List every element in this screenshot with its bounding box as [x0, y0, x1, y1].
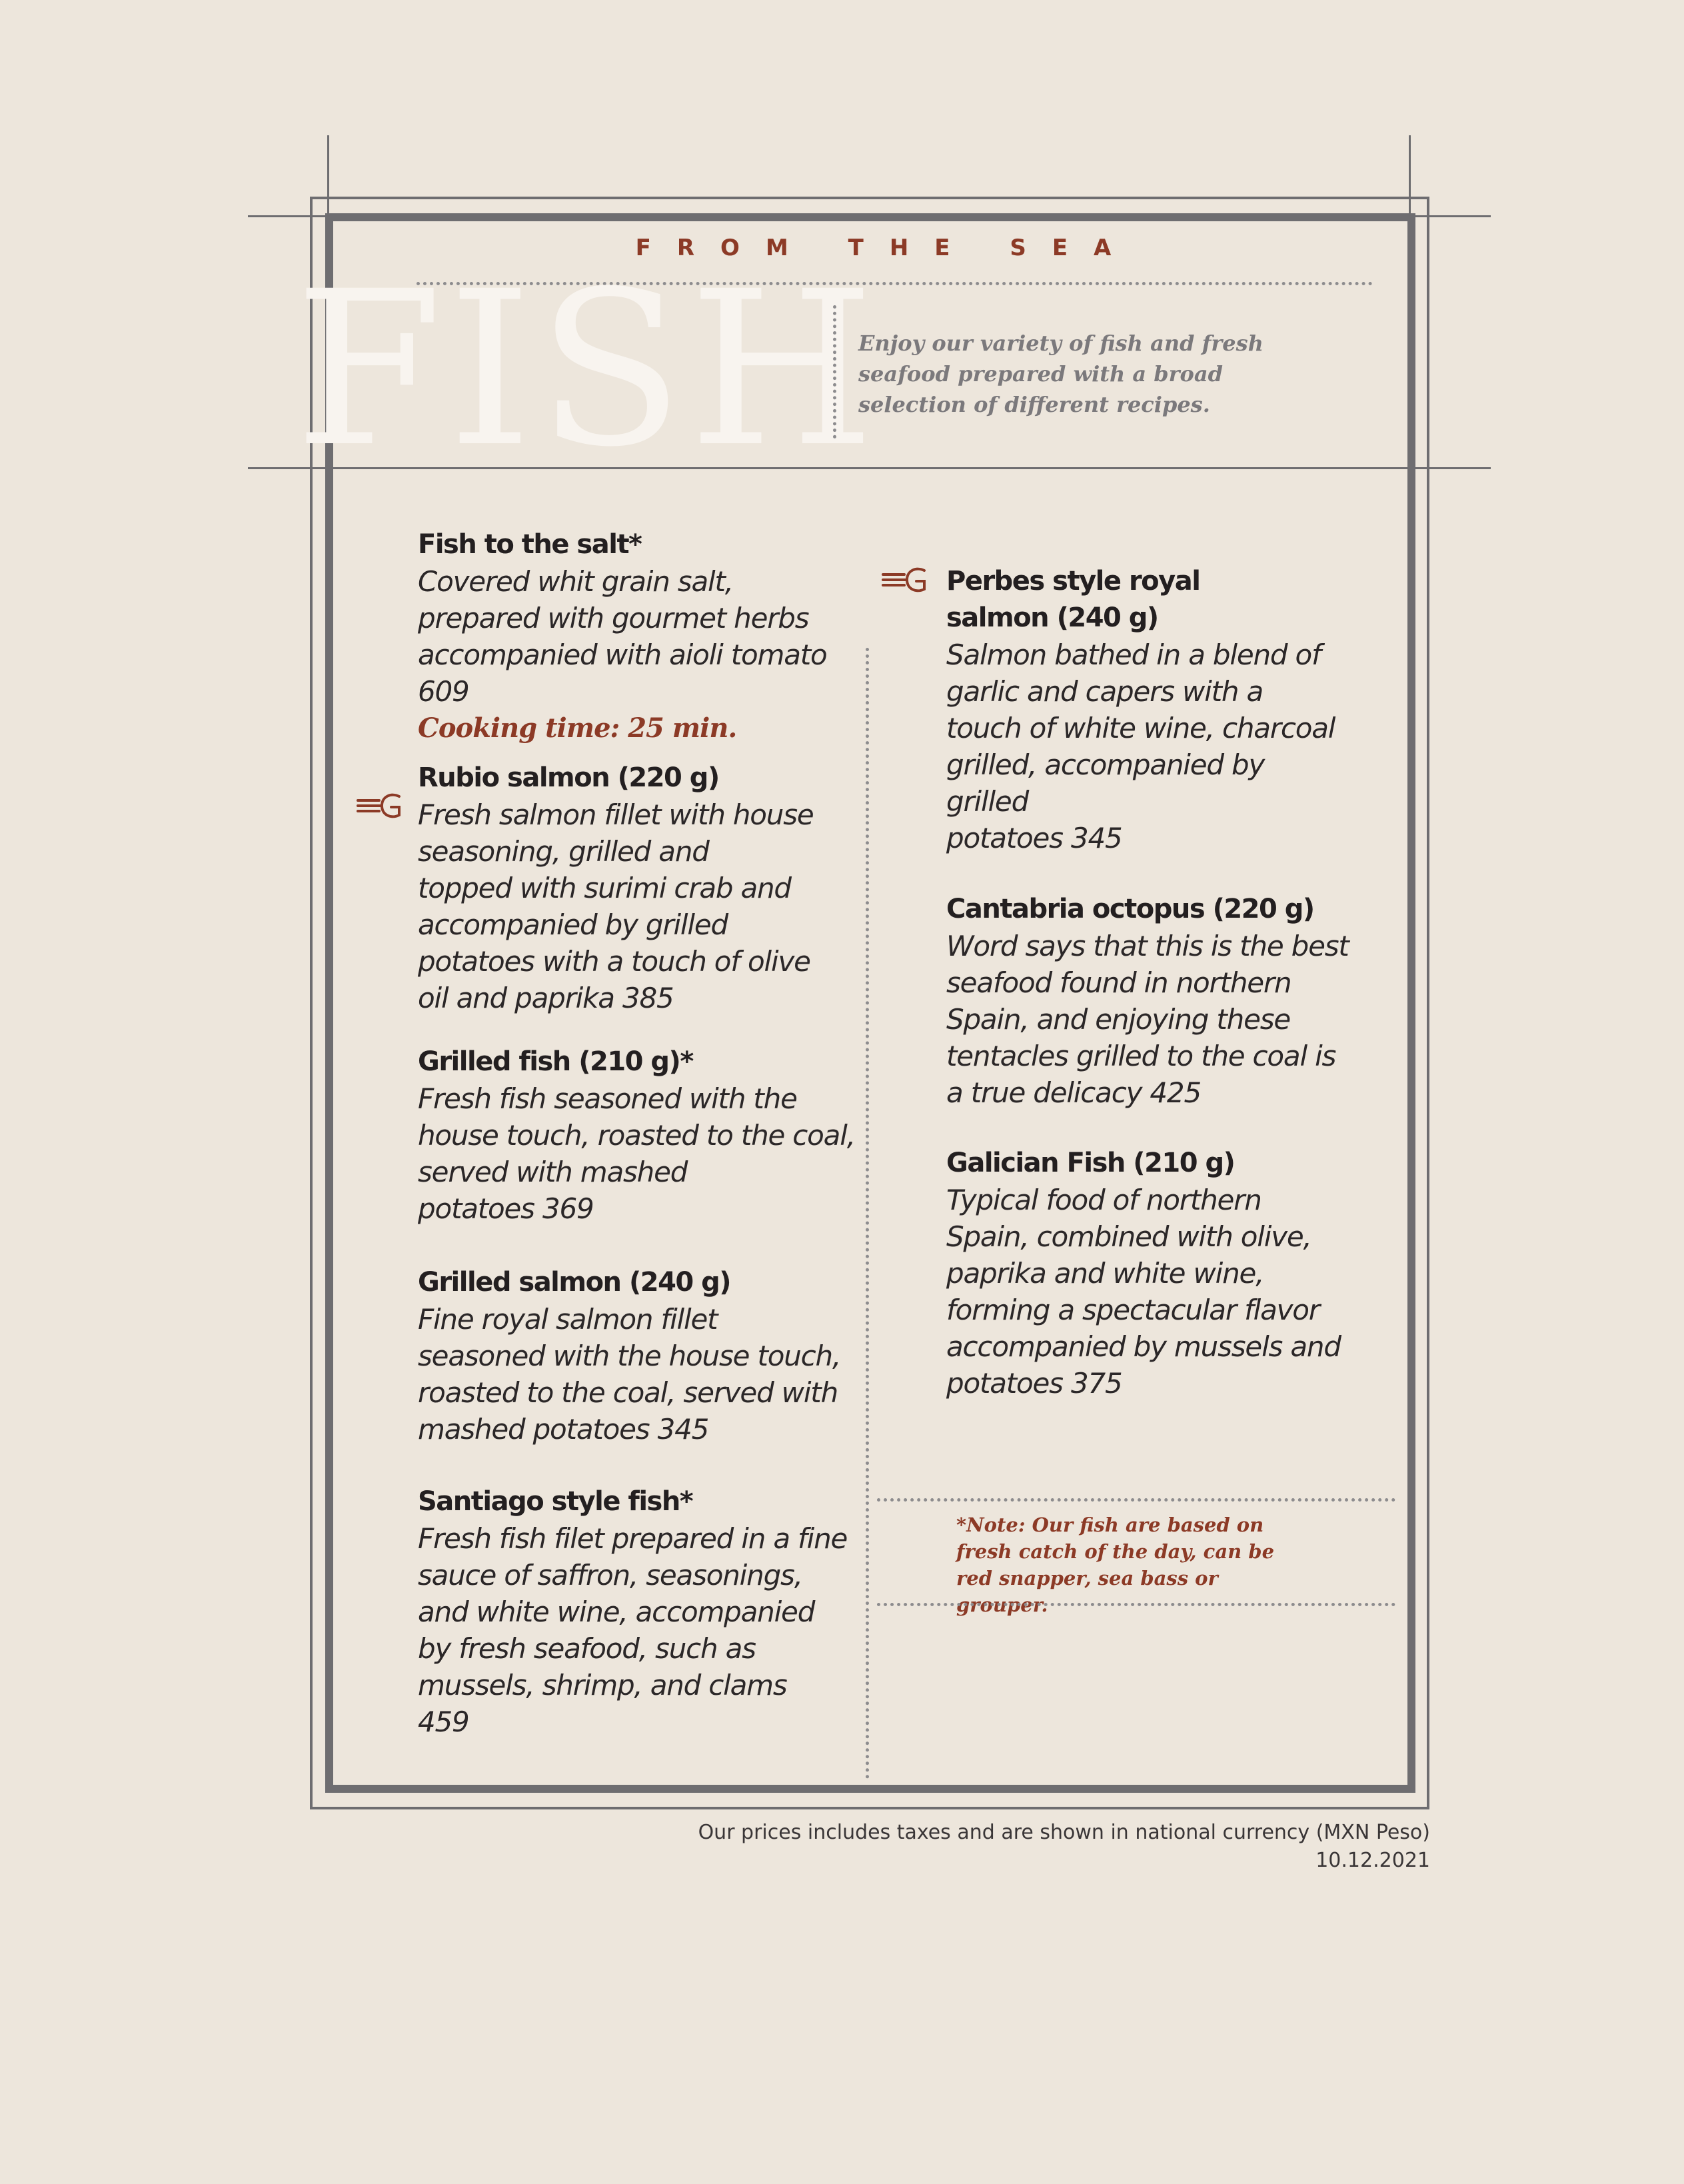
menu-item: [418, 1484, 864, 1740]
section-kicker: FROM THE SEA: [635, 235, 1138, 261]
menu-item: [418, 1044, 864, 1264]
menu-item-name: Perbes style royal salmon (240 g): [946, 566, 1200, 633]
note-divider-bottom: [877, 1603, 1395, 1606]
menu-item-name: Rubio salmon (220 g): [418, 762, 719, 793]
menu-item-description: Typical food of northern Spain, combined with olive, paprika and white wine, forming a spectacular flavor accompanied by mussels and potatoes 375: [946, 1184, 1341, 1400]
menu-item-description: Fresh fish filet prepared in a fine sauce of saffron, seasonings, and white wine, accompanied by fresh seafood, such as mussels, shrimp, and clams 459: [418, 1522, 848, 1738]
left-menu-column: [418, 527, 864, 1740]
menu-item-name: Galician Fish (210 g): [946, 1148, 1235, 1178]
menu-item-description: Fresh fish seasoned with the house touch, roasted to the coal, served with mashed potatoes 369: [418, 1082, 855, 1225]
menu-item: [946, 1145, 1393, 1402]
menu-item: [418, 760, 864, 1044]
menu-item-name: Cantabria octopus (220 g): [946, 894, 1314, 924]
menu-item-description: Fresh salmon fillet with house seasoning, grilled and topped with surimi crab and accompanied by grilled potatoes with a touch of olive oil and paprika 385: [418, 798, 814, 1014]
note-divider-top: [877, 1498, 1395, 1502]
catch-of-the-day-note: *Note: Our fish are based on fresh catch of the day, can be red snapper, sea bass or grouper.: [956, 1514, 1275, 1616]
cooking-time: Cooking time: 25 min.: [418, 712, 737, 744]
menu-item-name: Santiago style fish*: [418, 1486, 693, 1517]
prices-note: Our prices includes taxes and are shown in national currency (MXN Peso): [698, 1821, 1430, 1844]
intro-divider: [833, 305, 836, 439]
menu-item-description: Salmon bathed in a blend of garlic and capers with a touch of white wine, charcoal grilled, accompanied by grilled potatoes 345: [946, 638, 1335, 854]
menu-item-description: Word says that this is the best seafood found in northern Spain, and enjoying these tentacles grilled to the coal is a true delicacy 425: [946, 930, 1349, 1109]
column-divider: [866, 648, 869, 1779]
fork-icon: [880, 564, 934, 596]
menu-item: [946, 891, 1393, 1145]
menu-item: [418, 527, 864, 760]
menu-item-description: Covered whit grain salt, prepared with gourmet herbs accompanied with aioli tomato 609: [418, 565, 827, 708]
fork-icon: [355, 790, 409, 822]
menu-item-name: Grilled fish (210 g)*: [418, 1046, 693, 1077]
menu-item-description: Fine royal salmon fillet seasoned with the house touch, roasted to the coal, served with mashed potatoes 345: [418, 1303, 841, 1446]
section-title-watermark: FISH: [295, 246, 880, 494]
menu-item-name: Grilled salmon (240 g): [418, 1267, 731, 1298]
right-menu-column: [946, 563, 1393, 1402]
section-intro: Enjoy our variety of fish and fresh seafood prepared with a broad selection of different recipes.: [858, 331, 1263, 417]
menu-item: [418, 1264, 864, 1484]
menu-date: 10.12.2021: [1315, 1849, 1430, 1872]
menu-item-name: Fish to the salt*: [418, 529, 642, 560]
menu-item: [946, 563, 1393, 891]
